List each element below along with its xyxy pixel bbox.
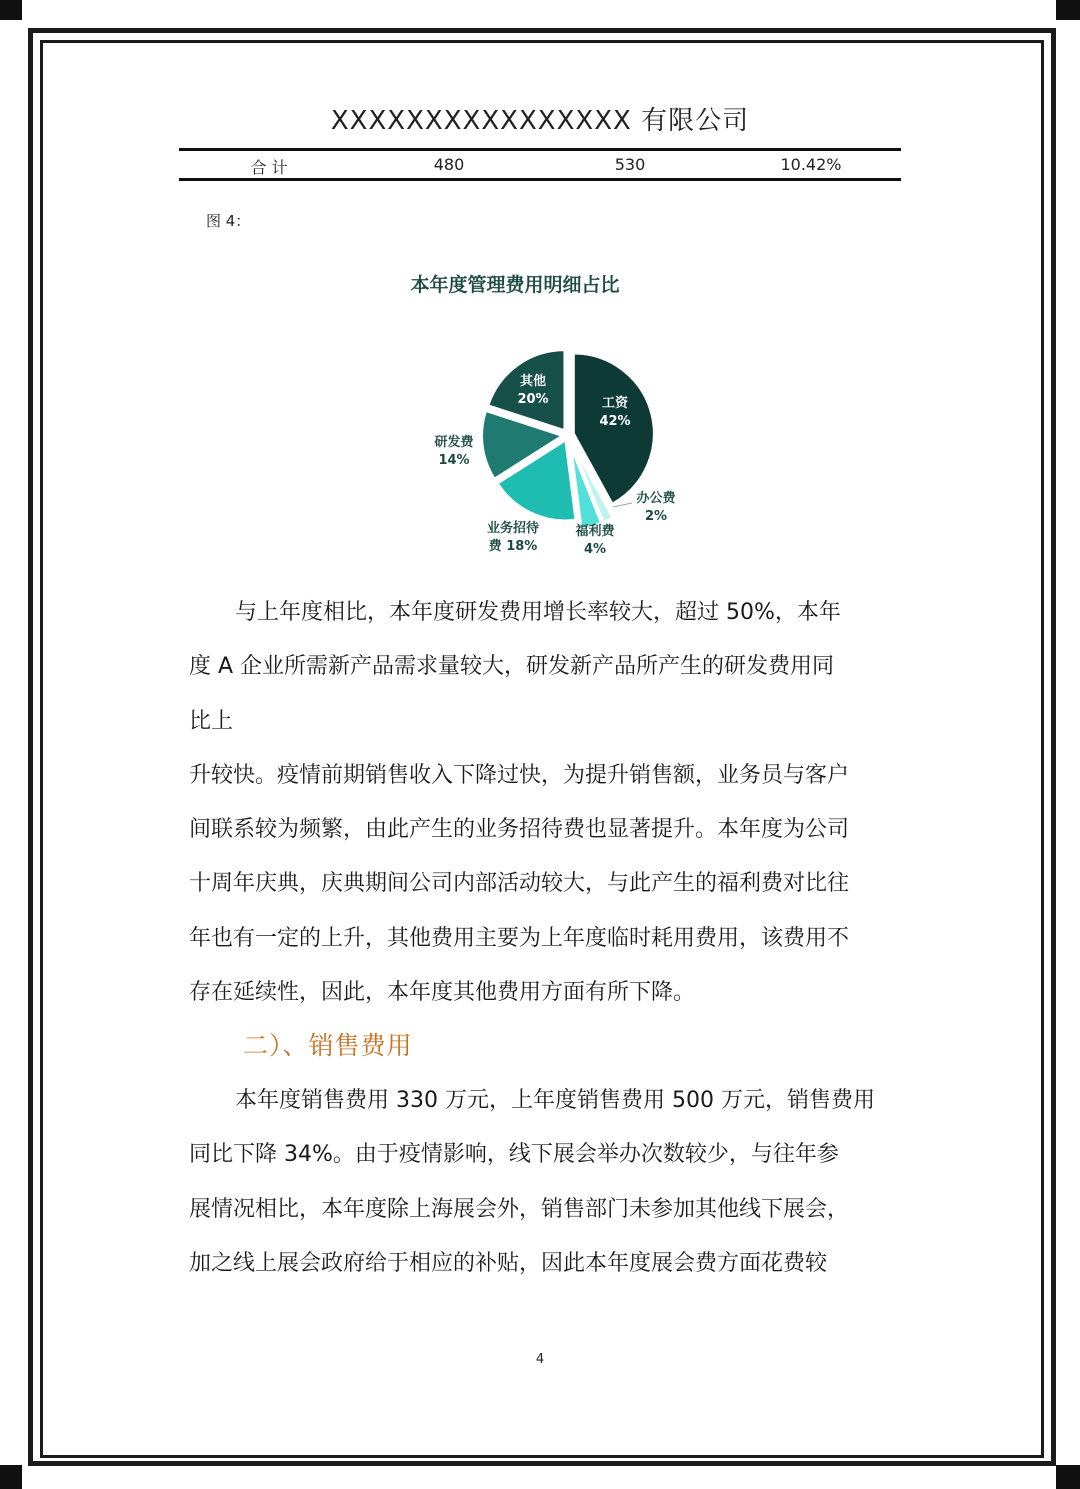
total-col3: 10.42% xyxy=(780,155,842,174)
pie-label-福利费: 福利费 xyxy=(575,524,615,539)
paragraph-sales-expense xyxy=(189,1074,894,1291)
pie-chart xyxy=(380,320,720,570)
pie-label-办公费: 2% xyxy=(644,509,668,524)
pie-label-研发费: 14% xyxy=(438,453,470,468)
corner-mark-top-right xyxy=(1056,0,1080,20)
pie-label-工资: 工资 xyxy=(601,396,629,411)
pie-label-其他: 其他 xyxy=(519,374,547,389)
table-bottom-rule xyxy=(179,178,901,181)
corner-mark-bottom-left xyxy=(0,1465,22,1489)
total-label: 合 计 xyxy=(250,158,288,177)
table-top-rule xyxy=(179,148,901,151)
text-line: 间联系较为频繁，由此产生的业务招待费也显著提升。本年度为公司 xyxy=(189,817,850,843)
corner-mark-top-left xyxy=(0,0,22,20)
total-col2: 530 xyxy=(614,155,646,174)
figure-label: 图 4： xyxy=(206,212,251,230)
pie-label-工资: 42% xyxy=(599,414,631,429)
text-line: 升较快。疫情前期销售收入下降过快，为提升销售额，业务员与客户 xyxy=(189,762,850,788)
leader-line xyxy=(613,503,632,507)
text-line: 展情况相比，本年度除上海展会外，销售部门未参加其他线下展会， xyxy=(189,1196,850,1222)
corner-mark-bottom-right xyxy=(1056,1465,1080,1489)
chart-title: 本年度管理费用明细占比 xyxy=(410,274,620,296)
total-col1: 480 xyxy=(433,155,465,174)
text-line: 十周年庆典，庆典期间公司内部活动较大，与此产生的福利费对比往 xyxy=(189,871,850,897)
text-line: 存在延续性，因此，本年度其他费用方面有所下降。 xyxy=(189,980,696,1006)
text-line: 加之线上展会政府给于相应的补贴，因此本年度展会费方面花费较 xyxy=(189,1250,828,1276)
text-line: 与上年度相比，本年度研发费用增长率较大，超过 50%，本年 xyxy=(235,600,841,625)
company-header: XXXXXXXXXXXXXXXX 有限公司 xyxy=(330,106,750,136)
pie-label-办公费: 办公费 xyxy=(636,491,676,506)
pie-label-研发费: 研发费 xyxy=(434,435,474,450)
pie-label-其他: 20% xyxy=(517,392,549,407)
pie-label-业务招待费: 业务招待 xyxy=(486,521,540,536)
text-line: 比上 xyxy=(189,708,234,734)
page-number: 4 xyxy=(535,1352,545,1367)
text-line: 同比下降 34%。由于疫情影响，线下展会举办次数较少，与往年参 xyxy=(189,1142,839,1168)
pie-label-业务招待费: 费 18% xyxy=(488,539,538,554)
section-heading: 二）、销售费用 xyxy=(243,1031,413,1060)
text-line: 年也有一定的上升，其他费用主要为上年度临时耗用费用，该费用不 xyxy=(189,925,850,951)
table-total-row xyxy=(179,152,901,178)
pie-label-福利费: 4% xyxy=(583,542,607,557)
paragraph-admin-expense xyxy=(189,586,894,1020)
text-line: 度 A 企业所需新产品需求量较大，研发新产品所产生的研发费用同 xyxy=(189,654,835,680)
text-line: 本年度销售费用 330 万元，上年度销售费用 500 万元，销售费用 xyxy=(235,1088,875,1113)
